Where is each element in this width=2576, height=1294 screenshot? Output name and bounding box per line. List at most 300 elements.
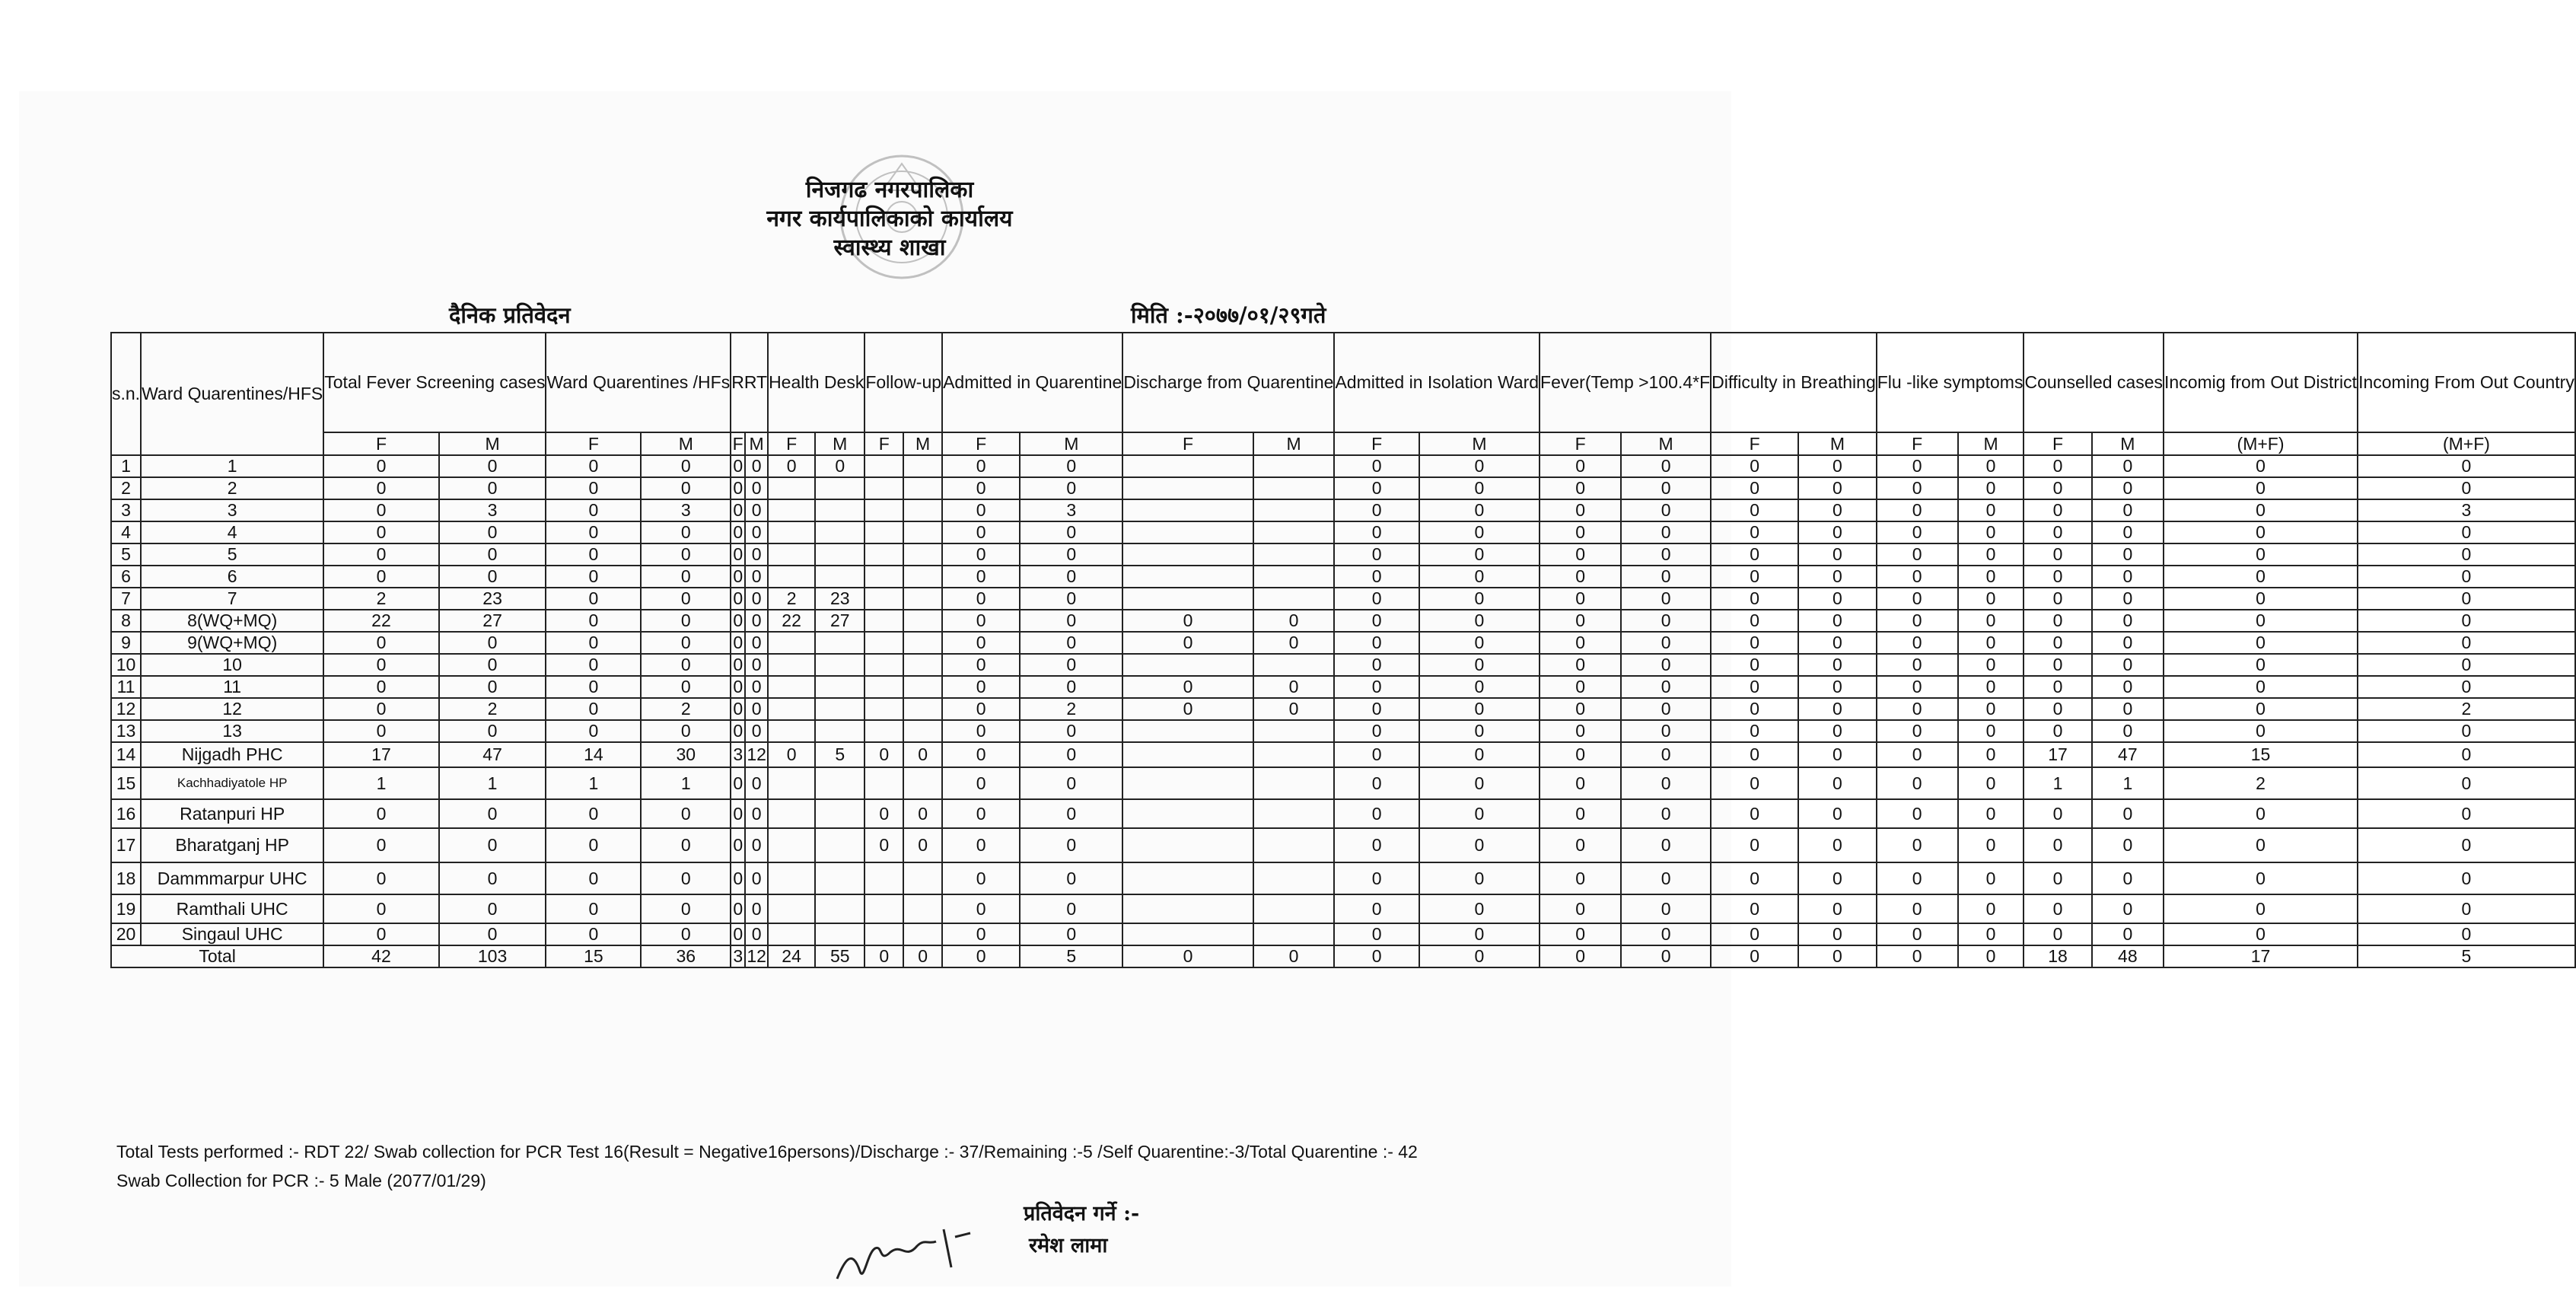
table-cell: 0	[1419, 923, 1540, 945]
table-cell: 0	[1253, 676, 1335, 698]
table-cell: 0	[1958, 923, 2024, 945]
table-cell: 0	[323, 632, 438, 654]
row-ward-name: Singaul UHC	[141, 923, 323, 945]
table-cell: 0	[1798, 862, 1877, 894]
table-cell: 0	[745, 499, 768, 521]
table-cell: 0	[323, 894, 438, 923]
table-cell: 47	[439, 742, 546, 767]
table-cell: 1	[439, 767, 546, 799]
table-cell: 0	[942, 477, 1020, 499]
table-cell: 0	[942, 566, 1020, 588]
table-cell	[865, 862, 903, 894]
table-cell: 0	[2024, 455, 2091, 477]
table-cell: 0	[1540, 828, 1621, 862]
table-cell	[768, 894, 815, 923]
table-cell	[1122, 499, 1253, 521]
total-cell: 0	[1711, 945, 1798, 967]
table-cell	[815, 499, 865, 521]
table-cell: 2	[323, 588, 438, 610]
table-cell: 23	[815, 588, 865, 610]
table-cell: 0	[1711, 543, 1798, 566]
table-cell: 0	[1958, 698, 2024, 720]
report-title: दैनिक प्रतिवेदन	[449, 302, 571, 328]
table-cell: 0	[323, 654, 438, 676]
table-cell: 0	[1020, 543, 1122, 566]
table-cell	[903, 455, 942, 477]
total-cell: 0	[942, 945, 1020, 967]
table-cell: 0	[745, 767, 768, 799]
table-cell: 0	[731, 767, 745, 799]
table-cell: 0	[1621, 720, 1711, 742]
total-cell: 0	[1334, 945, 1419, 967]
table-cell: 0	[1621, 742, 1711, 767]
table-cell: 0	[745, 862, 768, 894]
table-cell: 0	[1540, 923, 1621, 945]
table-cell: 0	[2164, 698, 2358, 720]
table-cell: 0	[1877, 499, 1958, 521]
table-cell: 0	[2358, 477, 2575, 499]
table-cell	[815, 521, 865, 543]
table-cell: 0	[1958, 767, 2024, 799]
female-subheader: F	[1540, 432, 1621, 455]
table-cell: 0	[2164, 588, 2358, 610]
table-cell: 0	[1621, 698, 1711, 720]
table-cell: 30	[641, 742, 731, 767]
table-cell: 0	[745, 521, 768, 543]
table-cell: 0	[731, 477, 745, 499]
table-cell	[815, 676, 865, 698]
row-ward-name: 1	[141, 455, 323, 477]
table-cell: 0	[942, 799, 1020, 828]
table-cell: 0	[641, 588, 731, 610]
table-cell: 1	[2024, 767, 2091, 799]
table-cell	[903, 862, 942, 894]
table-cell	[865, 720, 903, 742]
table-cell: 0	[2164, 499, 2358, 521]
table-cell: 0	[323, 566, 438, 588]
table-cell: 0	[2164, 923, 2358, 945]
row-ward-name: 8(WQ+MQ)	[141, 610, 323, 632]
table-cell: 0	[2092, 543, 2164, 566]
table-cell: 1	[546, 767, 641, 799]
female-subheader: F	[865, 432, 903, 455]
table-cell: 0	[1020, 923, 1122, 945]
table-cell: 0	[1020, 799, 1122, 828]
table-row	[111, 894, 2575, 923]
table-cell	[1253, 720, 1335, 742]
table-cell: 0	[546, 676, 641, 698]
table-cell	[1253, 543, 1335, 566]
row-sn: 15	[111, 767, 141, 799]
table-cell: 0	[641, 720, 731, 742]
table-cell: 0	[1958, 799, 2024, 828]
row-sn: 9	[111, 632, 141, 654]
table-cell: 0	[1334, 894, 1419, 923]
table-cell: 0	[1334, 676, 1419, 698]
sn-header: s.n.	[111, 333, 141, 455]
table-cell: 0	[1798, 742, 1877, 767]
total-cell: 0	[1958, 945, 2024, 967]
table-cell: 0	[1877, 799, 1958, 828]
table-cell: 0	[2164, 521, 2358, 543]
row-ward-name: 2	[141, 477, 323, 499]
table-cell: 0	[731, 455, 745, 477]
row-sn: 7	[111, 588, 141, 610]
table-cell: 0	[1253, 698, 1335, 720]
row-ward-name: 3	[141, 499, 323, 521]
table-cell: 0	[745, 676, 768, 698]
table-row	[111, 923, 2575, 945]
row-ward-name: Nijgadh PHC	[141, 742, 323, 767]
table-cell: 0	[1621, 923, 1711, 945]
table-cell: 0	[2024, 720, 2091, 742]
total-cell: 0	[1877, 945, 1958, 967]
group-header: Discharge from Quarentine	[1122, 333, 1334, 432]
table-cell: 0	[903, 828, 942, 862]
branch-name: स्वास्थ्य शाखा	[833, 234, 946, 261]
table-cell: 0	[1958, 720, 2024, 742]
table-cell	[1253, 499, 1335, 521]
row-ward-name: Ramthali UHC	[141, 894, 323, 923]
female-subheader: F	[731, 432, 745, 455]
table-cell: 0	[1020, 720, 1122, 742]
table-cell: 0	[1540, 499, 1621, 521]
table-cell: 0	[2358, 720, 2575, 742]
table-cell: 0	[1877, 632, 1958, 654]
table-cell: 0	[1540, 698, 1621, 720]
table-cell: 0	[1958, 676, 2024, 698]
out-district-header: Incomig from Out District	[2164, 333, 2358, 432]
table-cell: 0	[2092, 862, 2164, 894]
row-sn: 14	[111, 742, 141, 767]
table-cell: 0	[2092, 521, 2164, 543]
row-ward-name: 7	[141, 588, 323, 610]
table-cell: 0	[2024, 923, 2091, 945]
table-cell: 0	[323, 499, 438, 521]
female-subheader: F	[546, 432, 641, 455]
total-cell: 17	[2164, 945, 2358, 967]
table-cell: 0	[942, 632, 1020, 654]
table-cell: 0	[1334, 862, 1419, 894]
table-cell: 0	[1334, 499, 1419, 521]
row-sn: 17	[111, 828, 141, 862]
table-cell: 0	[546, 862, 641, 894]
table-cell: 0	[2164, 862, 2358, 894]
table-cell	[815, 923, 865, 945]
table-cell: 0	[2092, 698, 2164, 720]
table-cell: 0	[1711, 698, 1798, 720]
table-cell	[1122, 720, 1253, 742]
table-cell	[903, 676, 942, 698]
table-row	[111, 767, 2575, 799]
total-cell: 0	[1621, 945, 1711, 967]
table-cell: 0	[641, 521, 731, 543]
table-cell: 0	[1020, 477, 1122, 499]
total-cell: 0	[1122, 945, 1253, 967]
table-cell: 0	[439, 676, 546, 698]
table-cell	[903, 566, 942, 588]
table-cell: 0	[731, 828, 745, 862]
table-cell: 0	[2024, 894, 2091, 923]
row-sn: 12	[111, 698, 141, 720]
table-cell: 23	[439, 588, 546, 610]
total-cell: 3	[731, 945, 745, 967]
table-cell: 0	[2358, 632, 2575, 654]
table-cell	[1122, 455, 1253, 477]
table-cell: 0	[1334, 720, 1419, 742]
total-cell: 0	[1253, 945, 1335, 967]
table-row	[111, 521, 2575, 543]
table-cell: 0	[1877, 455, 1958, 477]
signature	[829, 1206, 982, 1290]
table-cell: 0	[1334, 828, 1419, 862]
table-cell	[1122, 521, 1253, 543]
table-cell	[1253, 862, 1335, 894]
table-cell	[865, 654, 903, 676]
row-sn: 2	[111, 477, 141, 499]
row-ward-name: 11	[141, 676, 323, 698]
group-header: Counselled cases	[2024, 333, 2164, 432]
table-cell: 0	[1621, 499, 1711, 521]
table-cell: 0	[439, 894, 546, 923]
table-cell: 0	[323, 676, 438, 698]
table-cell: 0	[1334, 566, 1419, 588]
table-cell: 0	[1621, 521, 1711, 543]
female-subheader: F	[1122, 432, 1253, 455]
table-cell: 0	[942, 828, 1020, 862]
office-name: नगर कार्यपालिकाको कार्यालय	[766, 206, 1013, 232]
row-ward-name: 4	[141, 521, 323, 543]
table-cell: 0	[2092, 588, 2164, 610]
table-cell: 0	[641, 455, 731, 477]
table-cell: 0	[2092, 654, 2164, 676]
table-cell: 27	[815, 610, 865, 632]
table-cell: 0	[1334, 610, 1419, 632]
table-cell: 0	[745, 654, 768, 676]
total-cell: 0	[865, 945, 903, 967]
reported-by-label: प्रतिवेदन गर्ने :-	[1024, 1202, 1140, 1225]
table-cell: 0	[439, 543, 546, 566]
table-cell: 0	[2024, 654, 2091, 676]
table-cell: 0	[1711, 720, 1798, 742]
row-ward-name: 9(WQ+MQ)	[141, 632, 323, 654]
table-cell: 0	[1419, 828, 1540, 862]
table-cell: 0	[1419, 499, 1540, 521]
table-cell: 0	[731, 521, 745, 543]
total-cell: 48	[2092, 945, 2164, 967]
table-cell: 0	[745, 632, 768, 654]
table-cell	[815, 477, 865, 499]
table-cell	[1253, 923, 1335, 945]
table-cell: 0	[2164, 610, 2358, 632]
row-ward-name: Kachhadiyatole HP	[141, 767, 323, 799]
table-cell: 0	[546, 521, 641, 543]
male-subheader: M	[815, 432, 865, 455]
table-cell	[1122, 543, 1253, 566]
table-cell: 0	[1711, 499, 1798, 521]
table-cell: 0	[2092, 499, 2164, 521]
table-cell: 0	[1798, 698, 1877, 720]
table-cell: 0	[1334, 477, 1419, 499]
table-cell: 0	[731, 499, 745, 521]
table-cell: 0	[546, 632, 641, 654]
row-ward-name: Bharatganj HP	[141, 828, 323, 862]
table-cell: 0	[546, 799, 641, 828]
table-cell	[1122, 654, 1253, 676]
table-cell: 0	[1419, 521, 1540, 543]
table-cell: 0	[731, 610, 745, 632]
table-cell: 0	[1540, 799, 1621, 828]
table-cell: 0	[865, 828, 903, 862]
row-sn: 10	[111, 654, 141, 676]
table-cell: 0	[1798, 566, 1877, 588]
table-cell: 0	[2024, 862, 2091, 894]
table-cell: 0	[2358, 676, 2575, 698]
table-cell: 2	[1020, 698, 1122, 720]
table-cell	[903, 477, 942, 499]
table-cell	[1253, 799, 1335, 828]
male-subheader: M	[1621, 432, 1711, 455]
table-cell: 0	[731, 923, 745, 945]
table-cell: 0	[439, 477, 546, 499]
table-cell: 0	[1419, 767, 1540, 799]
table-cell: 0	[546, 566, 641, 588]
table-row	[111, 588, 2575, 610]
table-cell: 0	[942, 654, 1020, 676]
total-cell: 0	[1540, 945, 1621, 967]
table-cell: 0	[1020, 742, 1122, 767]
table-cell: 0	[1711, 828, 1798, 862]
table-cell: 0	[1419, 543, 1540, 566]
table-cell: 0	[641, 477, 731, 499]
table-cell: 0	[1540, 767, 1621, 799]
table-cell: 0	[815, 455, 865, 477]
table-cell: 0	[731, 676, 745, 698]
table-cell	[1122, 894, 1253, 923]
table-cell: 0	[641, 654, 731, 676]
table-cell: 0	[1419, 566, 1540, 588]
table-cell: 0	[1798, 767, 1877, 799]
total-label: Total	[111, 945, 323, 967]
table-cell: 0	[1540, 654, 1621, 676]
table-cell: 1	[641, 767, 731, 799]
table-cell: 17	[2024, 742, 2091, 767]
table-row	[111, 477, 2575, 499]
table-row	[111, 632, 2575, 654]
male-subheader: M	[2092, 432, 2164, 455]
table-row	[111, 654, 2575, 676]
table-cell: 0	[2164, 799, 2358, 828]
table-cell: 0	[546, 499, 641, 521]
table-cell: 0	[942, 543, 1020, 566]
total-cell: 42	[323, 945, 438, 967]
table-cell	[865, 543, 903, 566]
table-cell: 0	[546, 698, 641, 720]
total-cell: 36	[641, 945, 731, 967]
table-cell: 0	[323, 698, 438, 720]
table-cell: 0	[1798, 828, 1877, 862]
table-cell: 0	[2358, 543, 2575, 566]
table-cell: 0	[1122, 610, 1253, 632]
table-cell	[768, 698, 815, 720]
table-cell: 0	[2164, 894, 2358, 923]
table-cell: 17	[323, 742, 438, 767]
group-header: Ward Quarentines /HFs	[546, 333, 731, 432]
table-cell	[903, 654, 942, 676]
table-cell: 0	[323, 720, 438, 742]
table-cell: 0	[731, 632, 745, 654]
table-cell: 0	[439, 632, 546, 654]
table-cell: 0	[1540, 543, 1621, 566]
table-cell: 0	[1540, 720, 1621, 742]
table-cell: 0	[2024, 477, 2091, 499]
table-cell: 0	[641, 862, 731, 894]
table-cell	[768, 799, 815, 828]
table-cell: 0	[865, 799, 903, 828]
table-cell: 0	[942, 610, 1020, 632]
table-cell: 0	[1540, 862, 1621, 894]
table-cell: 0	[1621, 767, 1711, 799]
table-cell: 15	[2164, 742, 2358, 767]
table-cell: 0	[745, 566, 768, 588]
row-sn: 6	[111, 566, 141, 588]
municipality-name: निजगढ नगरपालिका	[805, 177, 974, 203]
group-header: Total Fever Screening cases	[323, 333, 546, 432]
table-cell: 3	[2358, 499, 2575, 521]
table-cell	[865, 566, 903, 588]
table-cell	[815, 828, 865, 862]
table-cell: 0	[546, 455, 641, 477]
table-cell	[768, 923, 815, 945]
table-cell	[865, 923, 903, 945]
table-cell	[815, 654, 865, 676]
table-cell: 0	[1798, 923, 1877, 945]
table-cell: 0	[2164, 654, 2358, 676]
table-cell: 0	[641, 610, 731, 632]
table-cell: 0	[2358, 923, 2575, 945]
table-cell: 0	[942, 923, 1020, 945]
table-cell	[768, 521, 815, 543]
table-cell: 0	[2358, 742, 2575, 767]
table-cell: 0	[2358, 610, 2575, 632]
table-cell: 0	[942, 767, 1020, 799]
table-cell: 0	[2024, 588, 2091, 610]
table-cell: 0	[2358, 521, 2575, 543]
table-cell	[903, 543, 942, 566]
table-cell: 0	[942, 455, 1020, 477]
table-cell: 2	[768, 588, 815, 610]
table-cell: 0	[1540, 894, 1621, 923]
row-sn: 4	[111, 521, 141, 543]
table-cell: 5	[815, 742, 865, 767]
table-body	[111, 455, 2575, 967]
table-cell: 0	[439, 923, 546, 945]
table-cell: 0	[942, 676, 1020, 698]
table-cell: 0	[1958, 455, 2024, 477]
table-cell	[865, 698, 903, 720]
table-cell: 0	[2092, 566, 2164, 588]
group-header: Admitted in Isolation Ward	[1334, 333, 1540, 432]
table-cell: 0	[2024, 632, 2091, 654]
total-cell: 0	[1419, 945, 1540, 967]
table-cell: 0	[1540, 521, 1621, 543]
table-cell: 0	[546, 477, 641, 499]
table-cell: 0	[1958, 521, 2024, 543]
male-subheader: M	[903, 432, 942, 455]
table-cell: 0	[942, 499, 1020, 521]
table-cell: 0	[1711, 477, 1798, 499]
table-cell: 0	[731, 566, 745, 588]
